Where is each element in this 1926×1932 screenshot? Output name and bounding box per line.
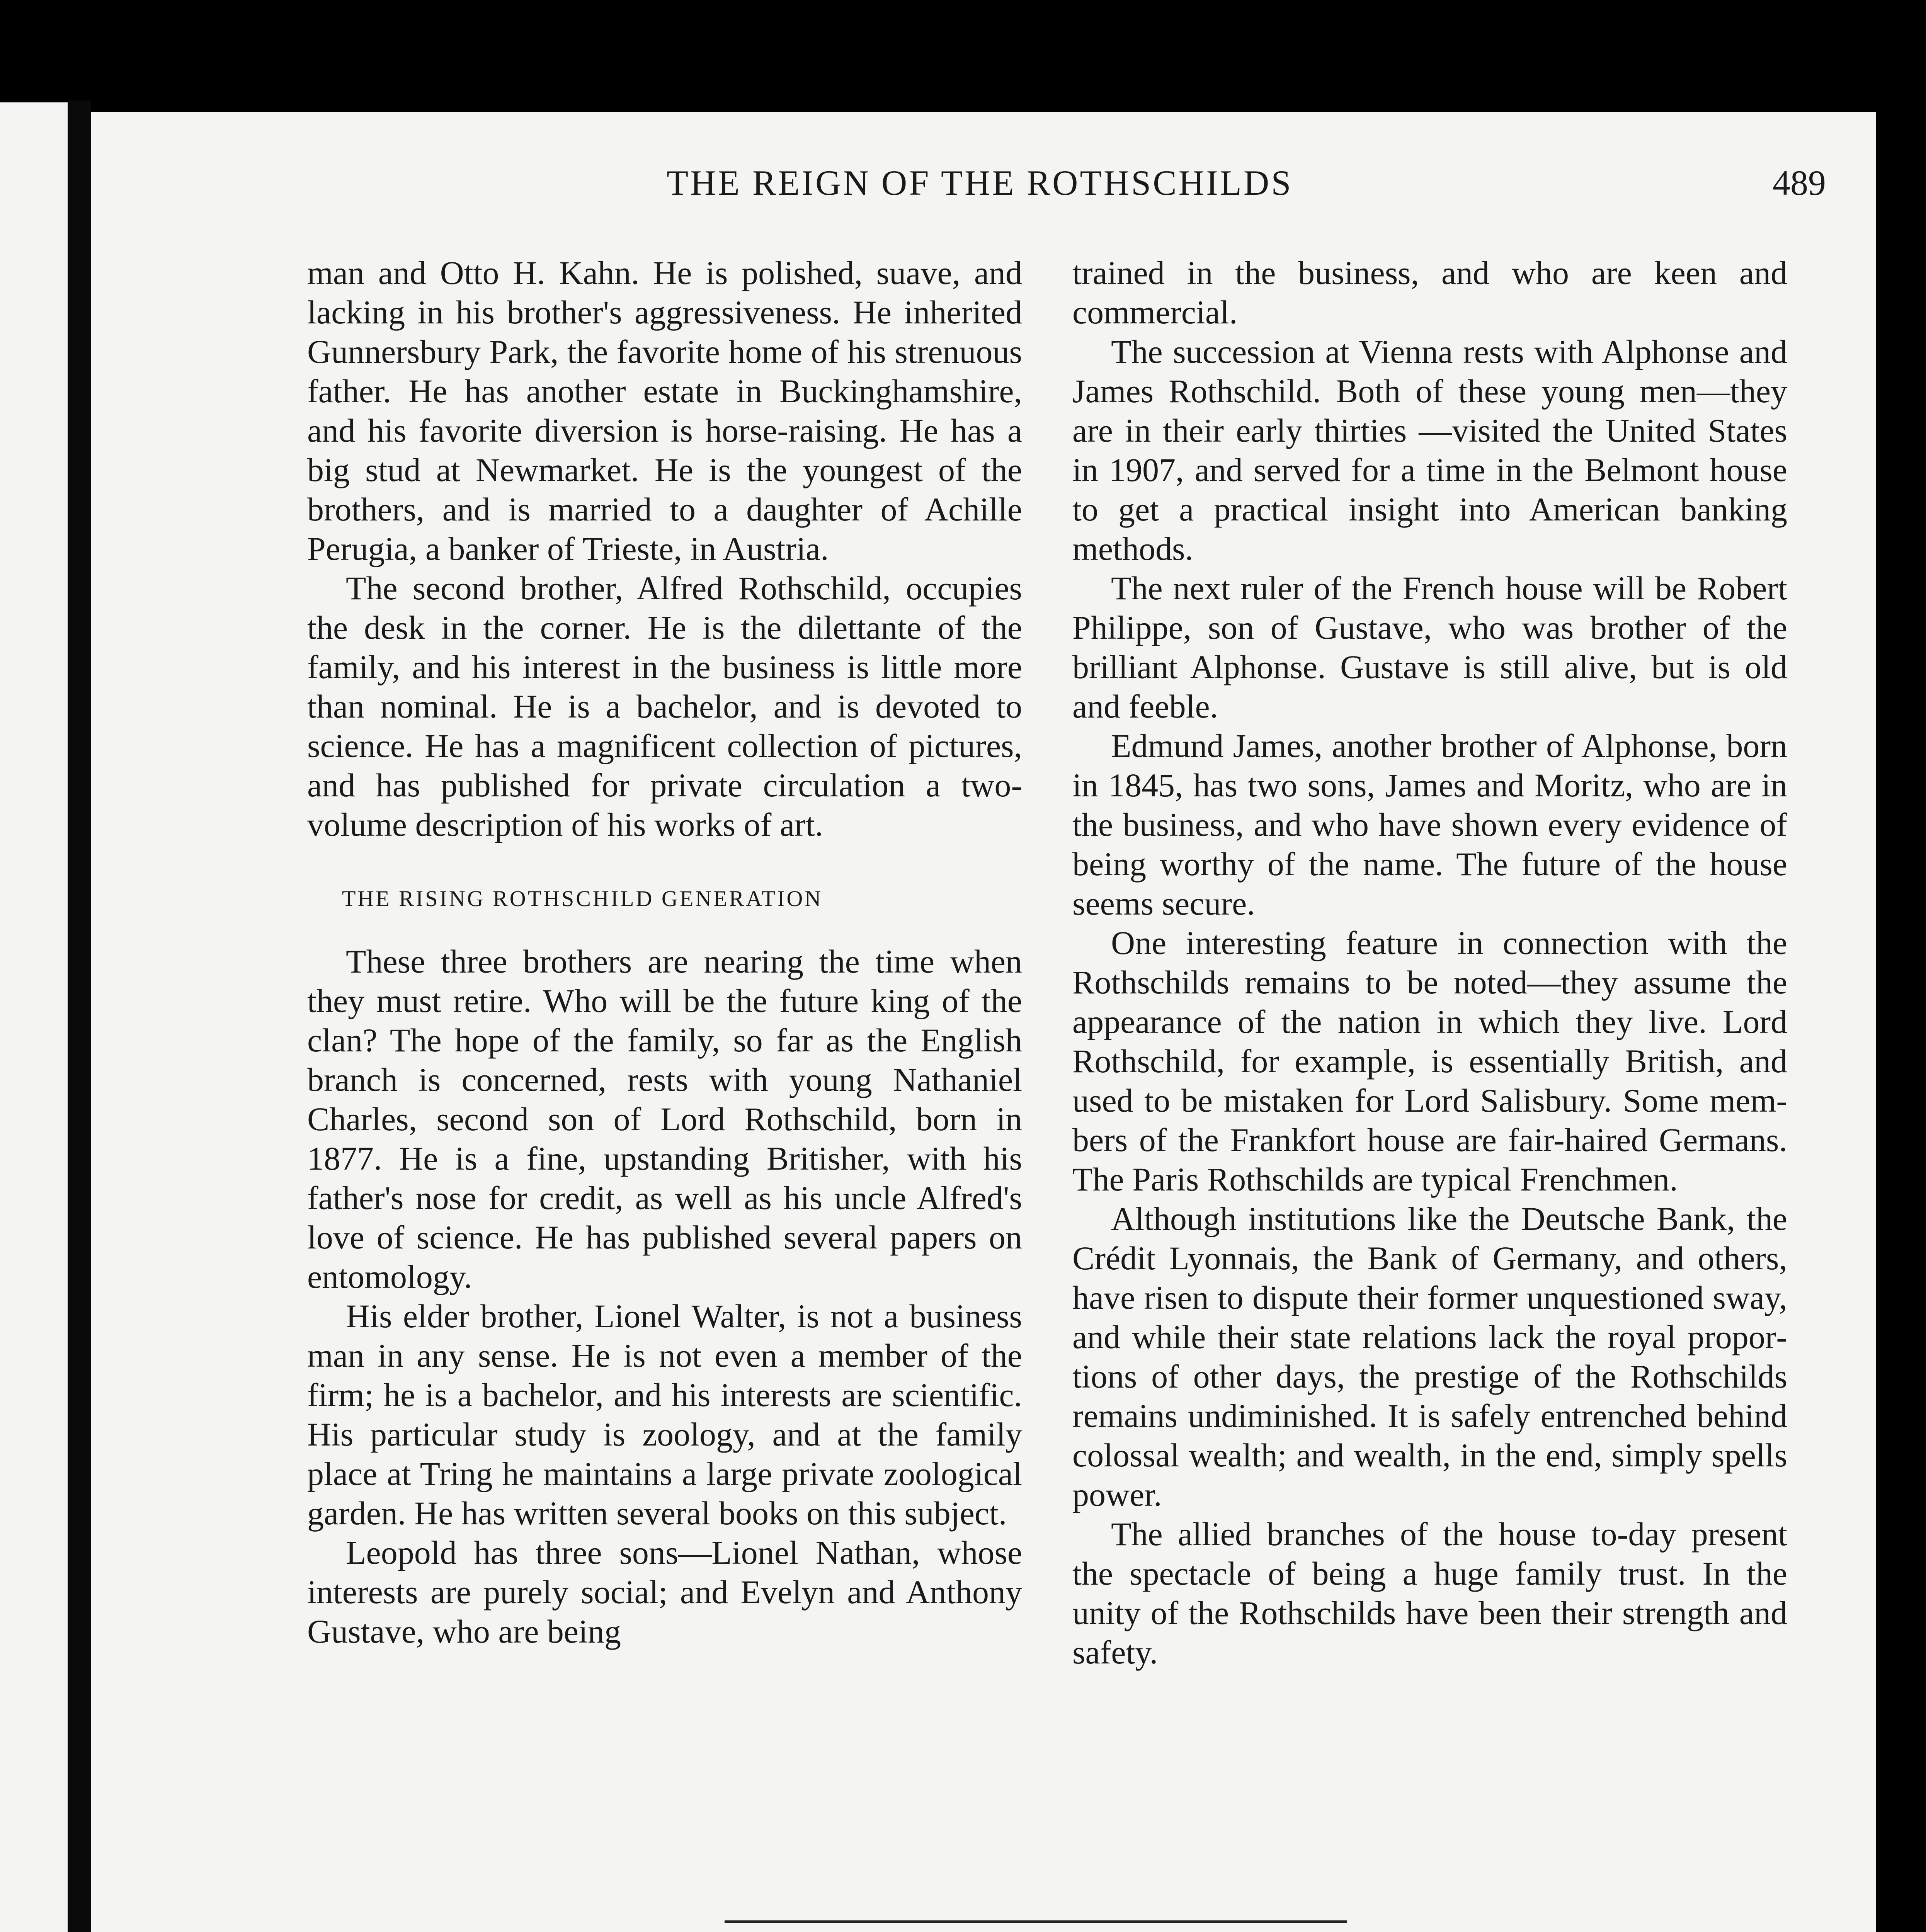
page-header xyxy=(91,162,1876,209)
paragraph: One interesting feature in connection with the Rothschilds remains to be noted—they assume the appearance of the nation in which they live. Lord Rothschild, for example, is essentially British, and used to be mistaken for Lord Salisbury. Some members of the Frankfort house are fair-haired Germans. The Paris Rothschilds are typical Frenchmen. xyxy=(1072,924,1787,1198)
paragraph: The allied branches of the house to-day present the spectacle of being a huge family trust. In the unity of the Rothschilds have been their strength and safety. xyxy=(1072,1515,1787,1671)
paragraph: Leopold has three sons—Lionel Nathan, whose interests are purely social; and Evelyn and Anthony Gustave, who are being xyxy=(307,1534,1022,1650)
section-divider xyxy=(725,1920,1347,1923)
paragraph: man and Otto H. Kahn. He is polished, suave, and lacking in his brother's aggressiveness. He inherited Gunnersbury Park, the favorite home of his strenuous father. He has another estate in Buckinghamshire, and his favorite diversion is horse-raising. He has a big stud at Newmarket. He is the youngest of the brothers, and is married to a daughter of Achille Perugia, a banker of Trieste, in Austria. xyxy=(307,254,1022,567)
left-column xyxy=(307,253,1022,1651)
facing-page-edge xyxy=(0,102,68,1932)
book-spine xyxy=(68,100,91,1932)
section-subheading: THE RISING ROTHSCHILD GENERATION xyxy=(342,886,823,911)
paragraph: These three brothers are nearing the time when they must retire. Who will be the future king of the clan? The hope of the family, so far as the English branch is concerned, rests with young Nathaniel Charles, second son of Lord Rothschild, born in 1877. He is a fine, upstanding Britisher, with his father's nose for credit, as well as his uncle Alfred's love of science. He has published several papers on entomology. xyxy=(307,943,1022,1295)
paragraph: trained in the business, and who are keen and commercial. xyxy=(1072,254,1787,331)
paragraph: Although institutions like the Deutsche Bank, the Crédit Lyonnais, the Bank of Germany, and others, have risen to dispute their former unquestioned sway, and while their state relations lack the royal proportions of other days, the prestige of the Rothschilds remains undiminished. It is safely entrenched behind colossal wealth; and wealth, in the end, simply spells power. xyxy=(1072,1200,1787,1513)
paragraph: The next ruler of the French house will be Robert Philippe, son of Gustave, who was brother of the brilliant Alphonse. Gustave is still alive, but is old and feeble. xyxy=(1072,570,1787,725)
page-number: 489 xyxy=(1773,163,1826,202)
running-title: THE REIGN OF THE ROTHSCHILDS xyxy=(667,163,1293,202)
paragraph: His elder brother, Lionel Walter, is not a business man in any sense. He is not even a member of the firm; he is a bachelor, and his interests are scientific. His particular study is zoology, and at the family place at Tring he maintains a large private zoological garden. He has written several books on this subject. xyxy=(307,1298,1022,1532)
paragraph: The succession at Vienna rests with Alphonse and James Rothschild. Both of these young men—they are in their early thirties —visited the United States in 1907, and served for a time in the Belmont house to get a practical insight into American banking methods. xyxy=(1072,333,1787,567)
right-column xyxy=(1072,253,1787,1672)
paragraph: The second brother, Alfred Rothschild, occupies the desk in the corner. He is the dilettante of the family, and his interest in the business is little more than nominal. He is a bachelor, and is devoted to science. He has a magnificent collection of pictures, and has published for private circulation a two-volume description of his works of art. xyxy=(307,570,1022,843)
paragraph: Edmund James, another brother of Alphonse, born in 1845, has two sons, James and Moritz, who are in the business, and who have shown every evidence of being worthy of the name. The future of the house seems secure. xyxy=(1072,727,1787,922)
magazine-page xyxy=(91,112,1876,1932)
